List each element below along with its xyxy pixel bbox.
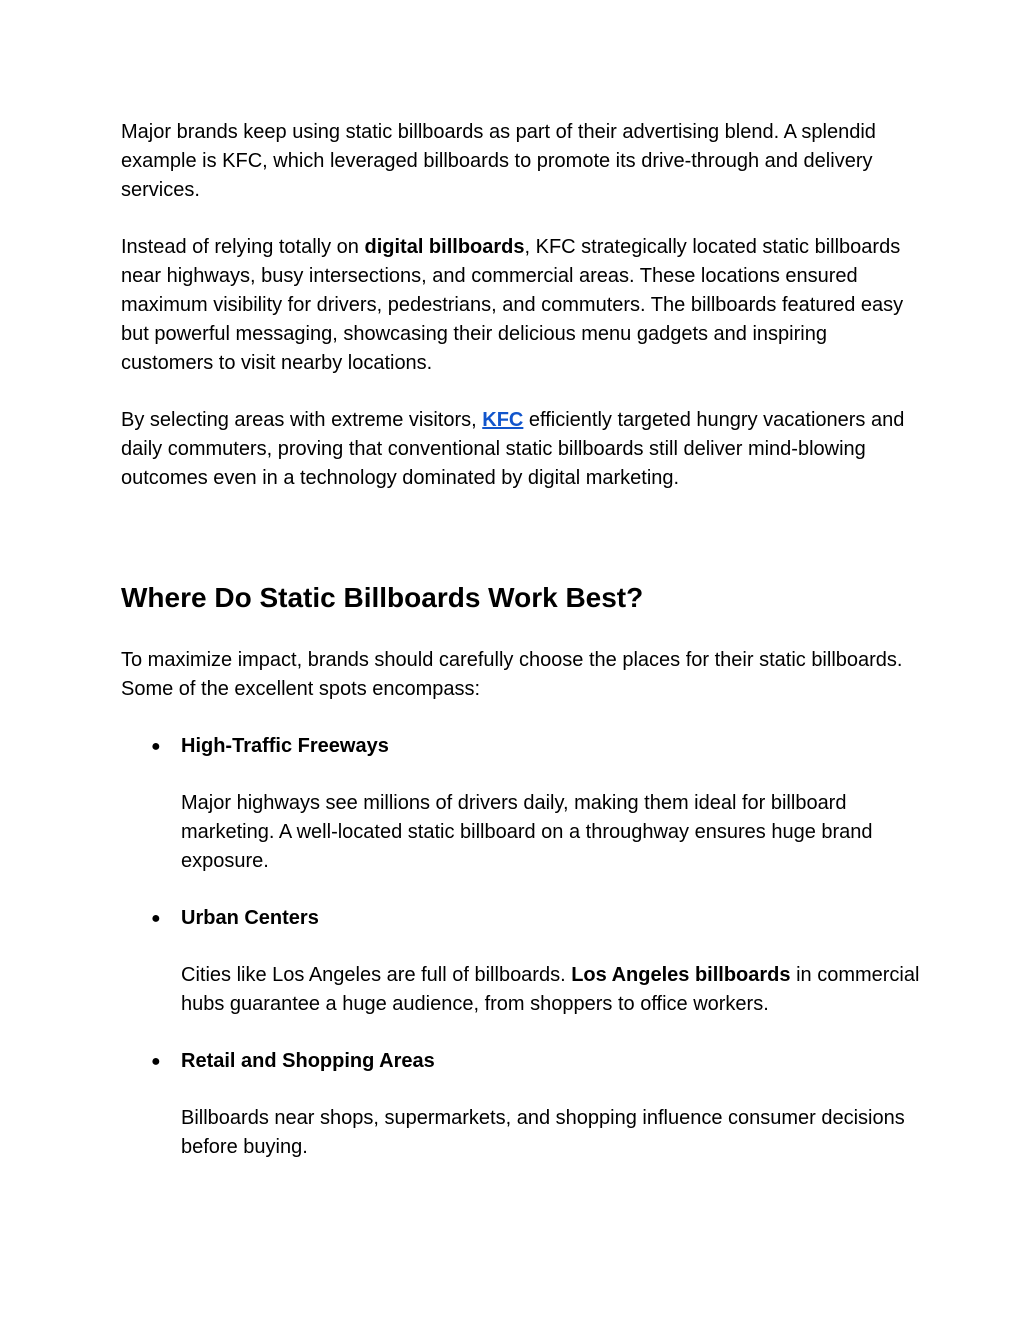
list-item-title <box>121 904 921 933</box>
paragraph-text: efficiently targeted hungry vacationers and daily commuters, proving that conventional static billboards still deliver mind-blowing outcomes even in a technology dominated by digital marketing. <box>121 409 905 489</box>
bullet-icon: ● <box>151 738 161 755</box>
paragraph-kfc-intro: Major brands keep using static billboards as part of their advertising blend. A splendid example is KFC, which leveraged billboards to promote its drive-through and delivery services. <box>121 121 876 201</box>
paragraph-text: Cities like Los Angeles are full of billboards. <box>181 964 572 986</box>
list-item <box>121 732 921 876</box>
paragraph-kfc-strategy <box>121 233 921 378</box>
list-item-body: Billboards near shops, supermarkets, and shopping influence consumer decisions before buying. <box>181 1107 905 1158</box>
bold-phrase-los-angeles-billboards: Los Angeles billboards <box>571 964 791 986</box>
paragraph-text: , KFC strategically located static billboards near highways, busy intersections, and commercial areas. These locations ensured maximum visibility for drivers, pedestrians, and commuters. The billboards featured easy but powerful messaging, showcasing their delicious menu gadgets and inspiring customers to visit nearby locations. <box>121 236 904 374</box>
list-item <box>121 1047 921 1162</box>
bold-phrase-digital-billboards: digital billboards <box>364 236 525 258</box>
bullet-icon: ● <box>151 1053 161 1070</box>
list-item-title-text: Urban Centers <box>181 907 319 929</box>
list-item-body <box>121 961 921 1019</box>
section-intro: To maximize impact, brands should carefully choose the places for their static billboards. Some of the excellent spots encompass: <box>121 649 903 700</box>
locations-list <box>121 732 921 1190</box>
list-item <box>121 904 921 1019</box>
list-item-title-text: Retail and Shopping Areas <box>181 1050 435 1072</box>
kfc-link[interactable]: KFC <box>482 409 524 431</box>
section-heading: Where Do Static Billboards Work Best? <box>121 582 644 613</box>
paragraph-text: Instead of relying totally on <box>121 236 365 258</box>
paragraph-kfc-results <box>121 406 921 493</box>
list-item-body: Major highways see millions of drivers daily, making them ideal for billboard marketing. A well-located static billboard on a throughway ensures huge brand exposure. <box>181 792 873 872</box>
list-item-title-text: High-Traffic Freeways <box>181 735 389 757</box>
list-item-title <box>121 732 921 761</box>
document-body <box>121 118 921 1158</box>
paragraph-text: in commercial hubs guarantee a huge audience, from shoppers to office workers. <box>181 964 920 1015</box>
paragraph-text: By selecting areas with extreme visitors, <box>121 409 483 431</box>
list-item-title <box>121 1047 921 1076</box>
bullet-icon: ● <box>151 910 161 927</box>
